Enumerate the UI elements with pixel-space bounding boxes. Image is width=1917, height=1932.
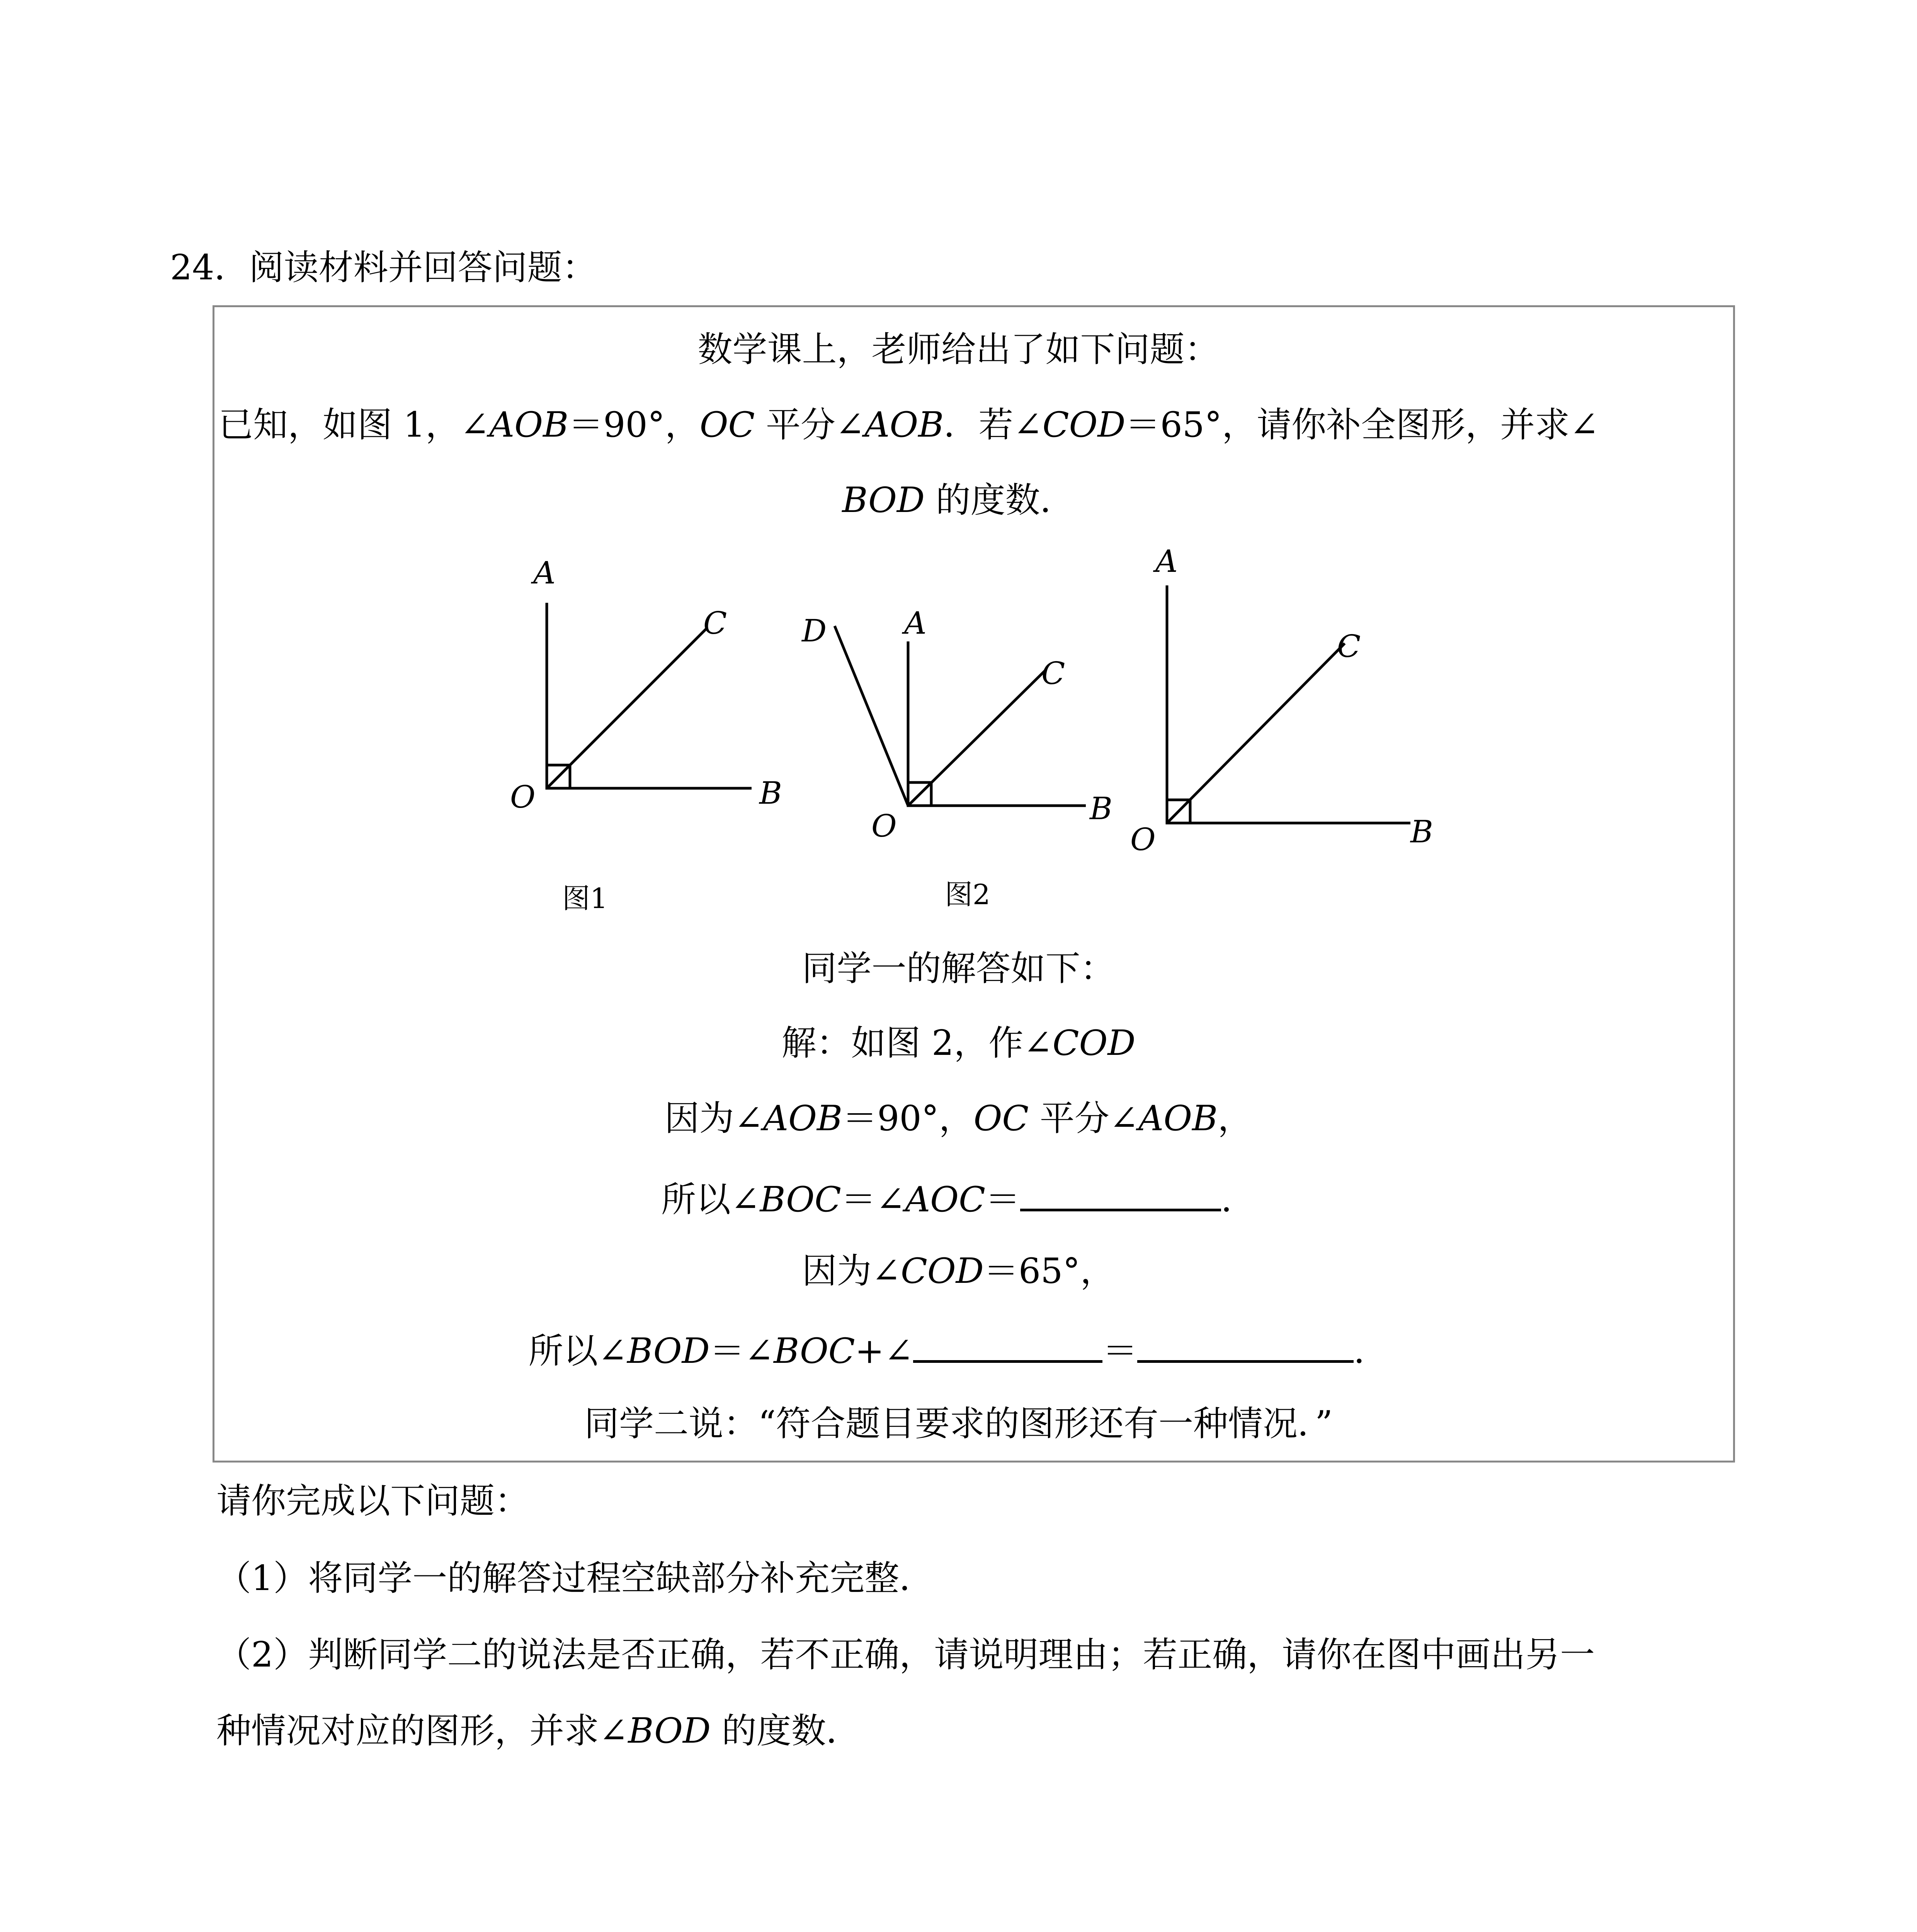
fig1-label-o: O [510,779,536,815]
solution-heading: 同学一的解答如下： [802,948,1115,989]
fig1-caption: 图1 [562,882,608,915]
fig2-ray-od [835,626,908,806]
solution-line3: 所以∠BOC＝∠AOC＝ ． [0,1178,1917,1217]
fig1-label-a: A [533,555,556,591]
task-1: （1）将同学一的解答过程空缺部分补充完整． [216,1558,934,1599]
tasks-lead: 请你完成以下问题： [216,1481,529,1521]
q24-problem-line2: BOD 的度数． [842,480,1075,520]
blank-1[interactable] [1020,1178,1221,1211]
fig2-label-o: O [871,808,897,844]
figure-3 [1167,585,1410,823]
solution-line1: 解：如图 2，作∠COD [781,1023,1136,1063]
q24-title-text: 阅读材料并回答问题： [249,247,597,288]
fig2-caption: 图2 [945,878,990,911]
fig3-label-c: C [1337,628,1361,664]
q24-problem-line1: 已知，如图 1，∠AOB＝90°，OC 平分∠AOB．若∠COD＝65°，请你补全图形，并求∠ [218,405,1599,445]
solution-line4: 因为∠COD＝65°， [802,1251,1115,1291]
solution-line2: 因为∠AOB＝90°，OC 平分∠AOB， [664,1098,1253,1139]
task-2-line1: （2）判断同学二的说法是否正确，若不正确，请说明理由；若正确，请你在图中画出另一 [216,1634,1595,1675]
task-2-line2: 种情况对应的图形，并求∠BOD 的度数． [216,1711,861,1751]
fig2-label-d: D [802,613,827,649]
fig2-ray-oc [908,670,1045,806]
solution-line5: 所以∠BOD＝∠BOC+∠ ＝ ． [0,1329,1917,1369]
q24-intro: 数学课上，老师给出了如下问题： [697,329,1220,370]
fig2-label-c: C [1041,655,1065,691]
fig3-label-b: B [1410,814,1433,850]
blank-3[interactable] [1137,1329,1354,1363]
fig3-ray-oc [1167,643,1345,823]
figure-2 [835,626,1086,806]
fig2-label-b: B [1090,791,1112,827]
q24-number: 24． [170,247,249,288]
fig1-label-b: B [759,775,782,811]
fig3-label-o: O [1130,821,1156,857]
fig1-label-c: C [703,605,727,641]
student-two-claim: 同学二说：“符合题目要求的图形还有一种情况．” [584,1403,1333,1444]
blank-2[interactable] [913,1329,1102,1363]
fig2-label-a: A [904,605,927,641]
fig3-label-a: A [1155,543,1178,579]
